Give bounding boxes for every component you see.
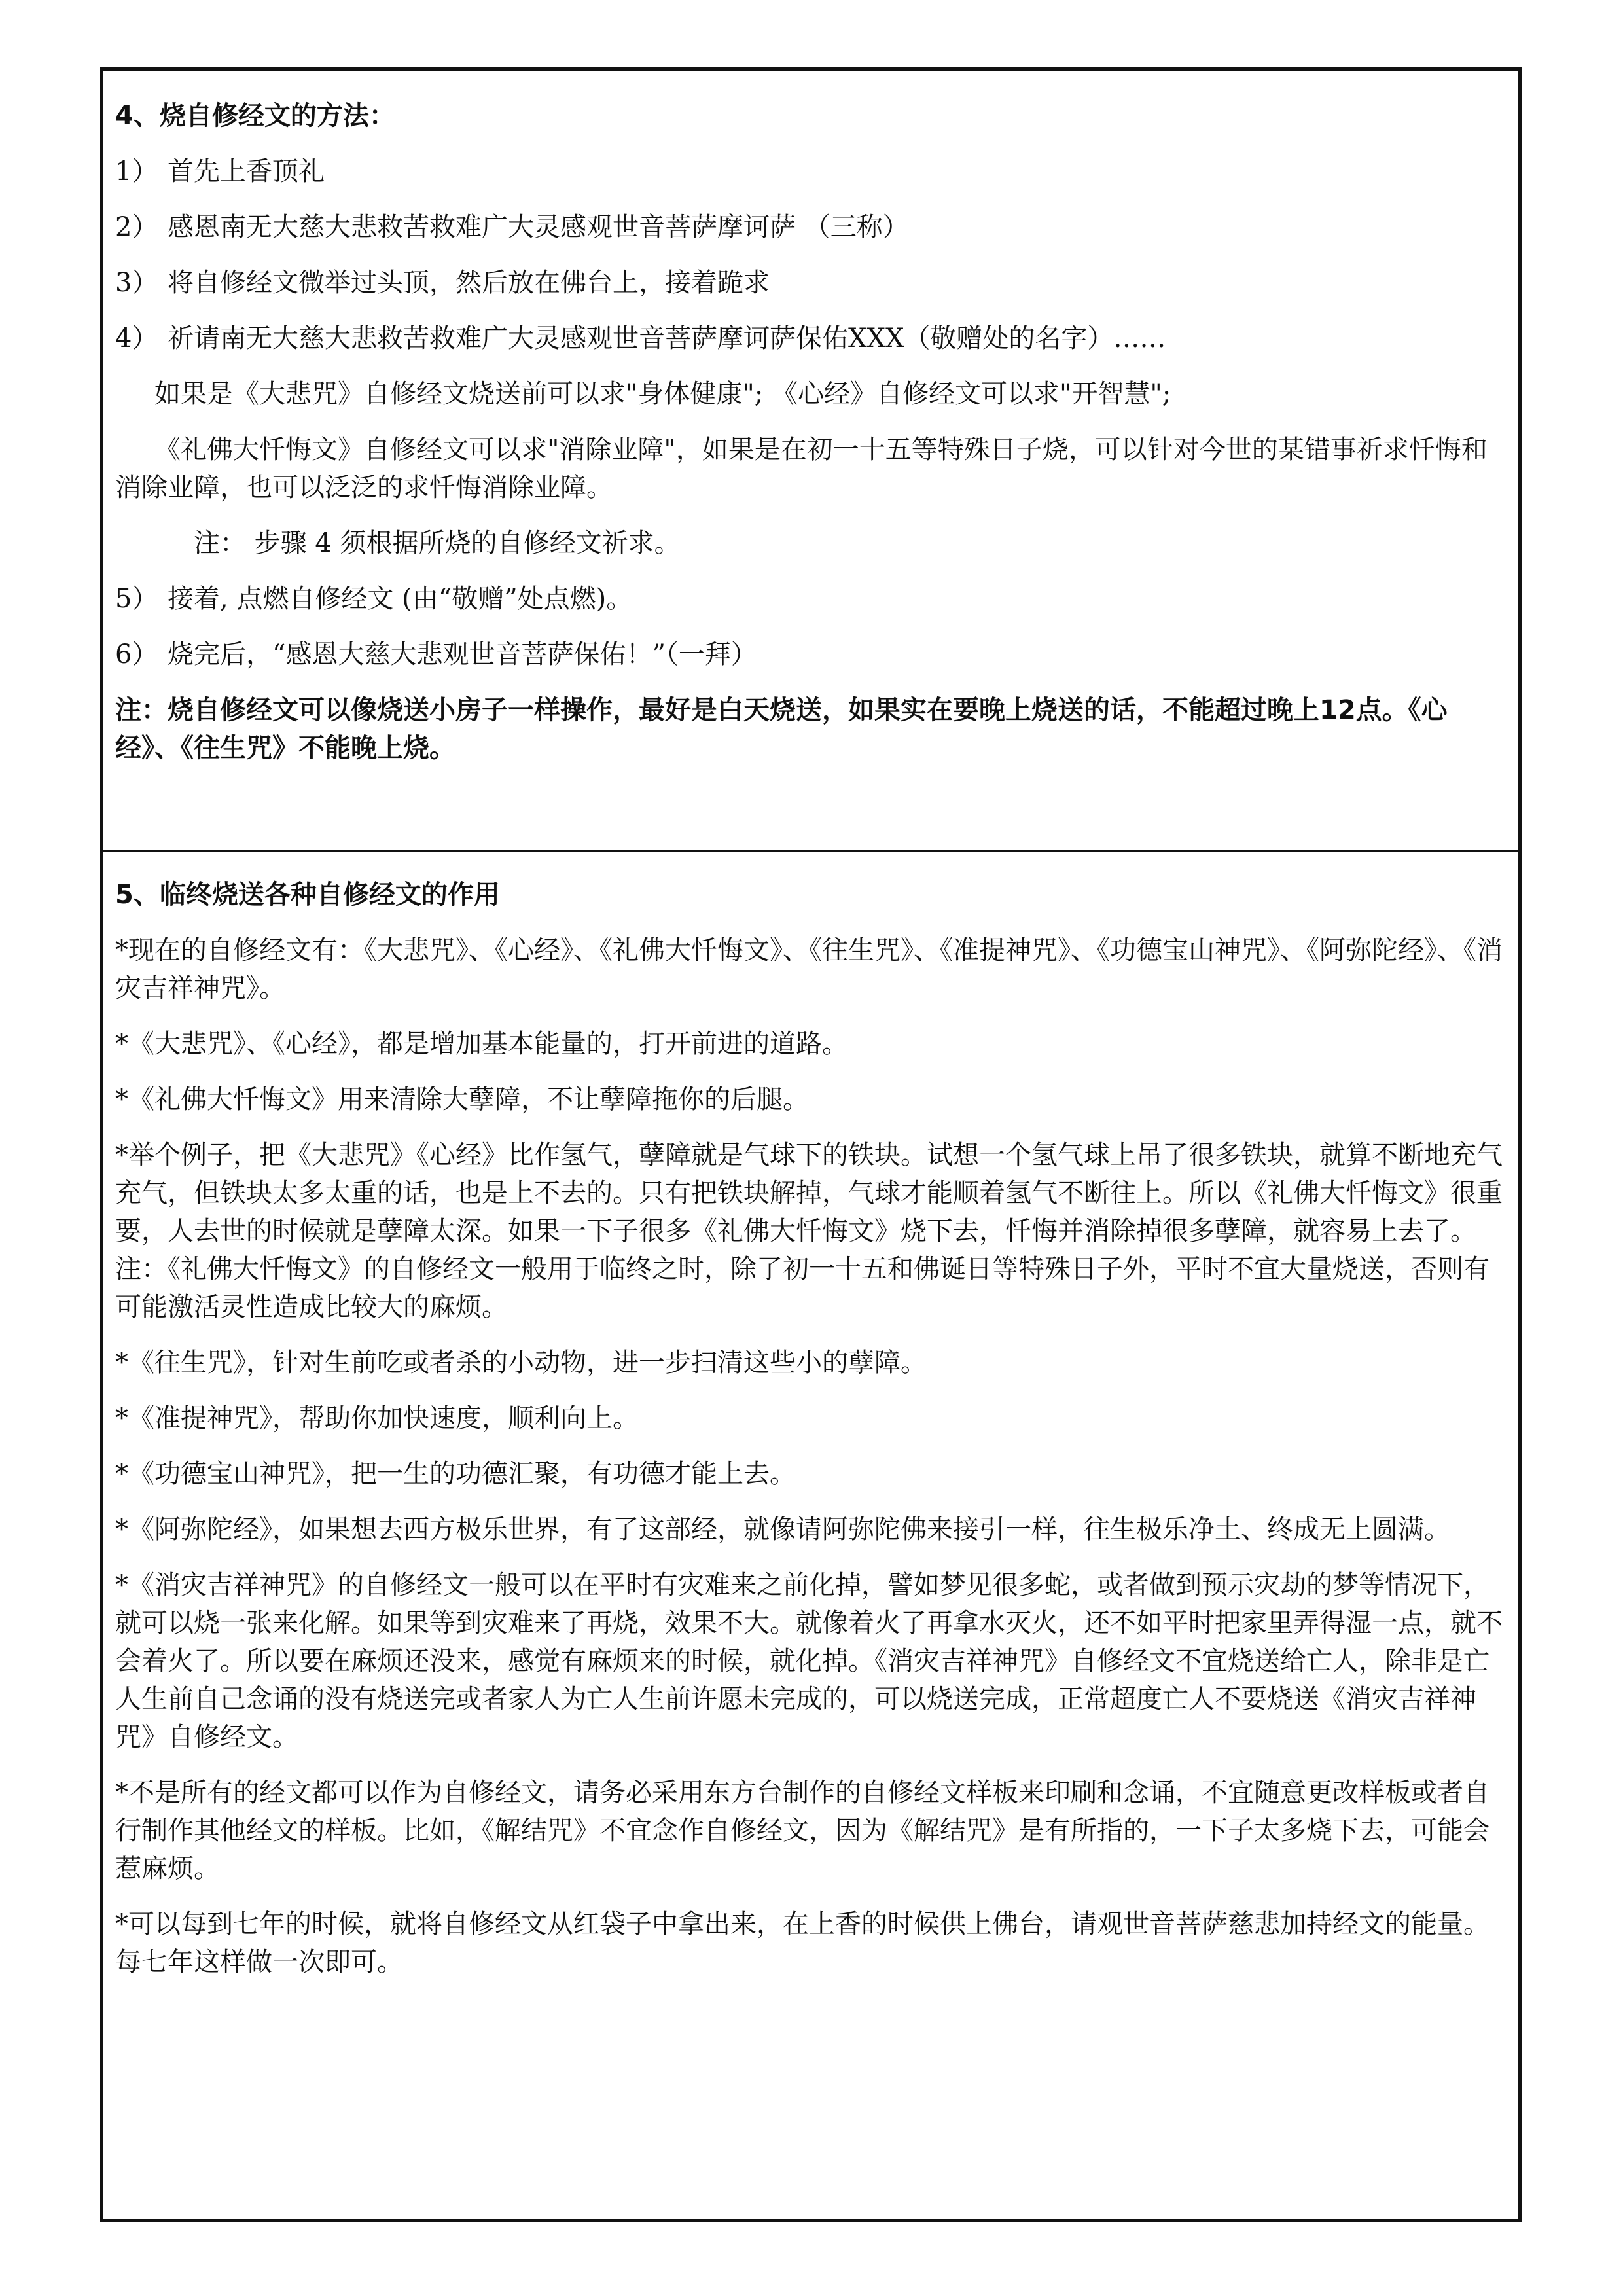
step-number: 6） [115,639,158,670]
list-item: *现在的自修经文有：《大悲咒》、《心经》、《礼佛大忏悔文》、《往生咒》、《准提神咒》、《功德宝山神咒》、《阿弥陀经》、《消灾吉祥神咒》。 [115,935,1503,1003]
prayer-note-1: 如果是《大悲咒》自修经文烧送前可以求"身体健康"; 《心经》自修经文可以求"开智慧"; [154,379,1171,409]
step-text: 接着, 点燃自修经文 (由“敬赠”处点燃)。 [168,584,633,614]
list-item: *《大悲咒》、《心经》，都是增加基本能量的，打开前进的道路。 [115,1029,848,1059]
step-text: 感恩南无大慈大悲救苦救难广大灵感观世音菩萨摩诃萨 （三称） [168,212,909,242]
step-text: 将自修经文微举过头顶，然后放在佛台上，接着跪求 [168,268,770,298]
step-item [115,208,1507,246]
step-item [115,152,1507,190]
burning-time-note: 注：烧自修经文可以像烧送小房子一样操作，最好是白天烧送，如果实在要晚上烧送的话，不能超过晚上12点。《心经》、《往生咒》不能晚上烧。 [115,695,1448,763]
section-divider [103,850,1518,852]
step-item [115,636,1507,673]
step-number: 4） [115,323,158,353]
prayer-note-2: 《礼佛大忏悔文》自修经文可以求"消除业障"，如果是在初一十五等特殊日子烧，可以针对今世的某错事祈求忏悔和消除业障，也可以泛泛的求忏悔消除业障。 [115,435,1488,503]
step-text: 祈请南无大慈大悲救苦救难广大灵感观世音菩萨摩诃萨保佑XXX（敬赠处的名字）…… [168,323,1166,353]
list-item: *《功德宝山神咒》，把一生的功德汇聚，有功德才能上去。 [115,1459,796,1489]
section-4-heading: 4、烧自修经文的方法： [115,101,395,131]
step-number: 5） [115,584,158,614]
example-note: 注：《礼佛大忏悔文》的自修经文一般用于临终之时，除了初一十五和佛诞日等特殊日子外，平时不宜大量烧送，否则有可能激活灵性造成比较大的麻烦。 [115,1254,1489,1322]
section-5 [115,876,1507,1999]
example-paragraph: *举个例子，把《大悲咒》《心经》比作氢气，孽障就是气球下的铁块。试想一个氢气球上吊了很多铁块，就算不断地充气充气，但铁块太多太重的话，也是上不去的。只有把铁块解掉，气球才能顺着氢气不断往上。所以《礼佛大忏悔文》很重要，人去世的时候就是孽障太深。如果一下子很多《礼佛大忏悔文》烧下去，忏悔并消除掉很多孽障，就容易上去了。 [115,1140,1503,1246]
list-item: *《消灾吉祥神咒》的自修经文一般可以在平时有灾难来之前化掉，譬如梦见很多蛇，或者做到预示灾劫的梦等情况下，就可以烧一张来化解。如果等到灾难来了再烧，效果不大。就像着火了再拿水灭火，还不如平时把家里弄得湿一点，就不会着火了。所以要在麻烦还没来，感觉有麻烦来的时候，就化掉。《消灾吉祥神咒》自修经文不宜烧送给亡人，除非是亡人生前自己念诵的没有烧送完或者家人为亡人生前许愿未完成的，可以烧送完成，正常超度亡人不要烧送《消灾吉祥神咒》自修经文。 [115,1570,1503,1752]
step-number: 1） [115,156,158,187]
step-item [115,264,1507,302]
section-4 [115,97,1507,785]
list-item: *不是所有的经文都可以作为自修经文，请务必采用东方台制作的自修经文样板来印刷和念诵，不宜随意更改样板或者自行制作其他经文的样板。比如，《解结咒》不宜念作自修经文，因为《解结咒》是有所指的，一下子太多烧下去，可能会惹麻烦。 [115,1778,1489,1884]
section-5-heading: 5、临终烧送各种自修经文的作用 [115,880,500,910]
list-item: *《往生咒》，针对生前吃或者杀的小动物，进一步扫清这些小的孽障。 [115,1348,927,1378]
step4-note: 注： 步骤 4 须根据所烧的自修经文祈求。 [194,528,681,558]
list-item: *《阿弥陀经》，如果想去西方极乐世界，有了这部经，就像请阿弥陀佛来接引一样，往生极乐净土、终成无上圆满。 [115,1515,1450,1545]
step-number: 2） [115,212,158,242]
document-frame [100,67,1522,2222]
step-text: 烧完后，“感恩大慈大悲观世音菩萨保佑！”（一拜） [168,639,757,670]
list-item: *《准提神咒》，帮助你加快速度，顺利向上。 [115,1403,639,1433]
step-text: 首先上香顶礼 [168,156,325,187]
list-item: *《礼佛大忏悔文》用来清除大孽障，不让孽障拖你的后腿。 [115,1085,809,1115]
list-item: *可以每到七年的时候，就将自修经文从红袋子中拿出来，在上香的时候供上佛台，请观世音菩萨慈悲加持经文的能量。每七年这样做一次即可。 [115,1909,1489,1977]
step-number: 3） [115,268,158,298]
step-item [115,580,1507,618]
step-item [115,319,1507,357]
